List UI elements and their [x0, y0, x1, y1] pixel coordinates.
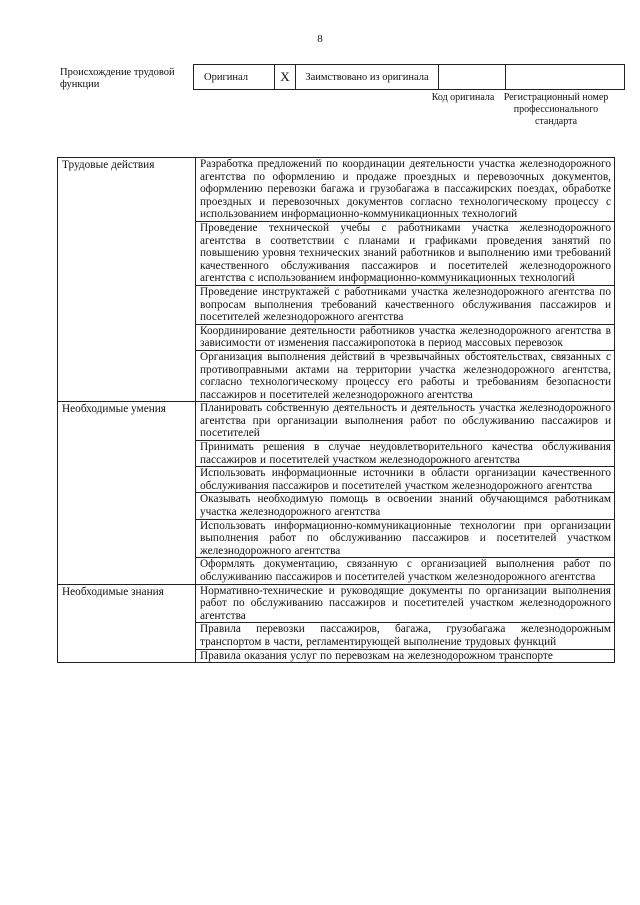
original-cell: Оригинал	[194, 65, 275, 90]
table-cell: Оказывать необходимую помощь в освоении знаний обучающимся работникам участка железнодорожного агентства	[196, 493, 615, 519]
reg-number-caption: Регистрационный номер профессионального стандарта	[503, 92, 609, 127]
section-heading: Необходимые умения	[58, 402, 196, 584]
table-cell: Организация выполнения действий в чрезвычайных обстоятельствах, связанных с противоправными актами на территории участка железнодорожного агентства, согласно технологическому процессу его работы и требованиям безопасности пассажиров и посетителей железнодорожного агентства	[196, 350, 615, 401]
table-row	[58, 402, 615, 441]
table-cell: Планировать собственную деятельность и деятельность участка железнодорожного агентства при организации выполнения работ по обслуживанию пассажиров и посетителей	[196, 402, 615, 441]
table-cell: Использовать информационные источники в области организации качественного обслуживания пассажиров и посетителей участком железнодорожного агентства	[196, 467, 615, 493]
table-cell: Проведение технической учебы с работниками участка железнодорожного агентства в соответствии с планами и графиками проведения занятий по повышению уровня технических знаний работников и выполнению ими требований качественного обслуживания пассажиров и посетителей железнодорожного агентства с использованием информационно-коммуникационных технологий	[196, 221, 615, 285]
table-cell: Нормативно-технические и руководящие документы по организации выполнения работ по обслуживанию пассажиров и посетителей участком железнодорожного агентства	[196, 584, 615, 623]
table-cell: Проведение инструктажей с работниками участка железнодорожного агентства по вопросам выполнения требований качественного обслуживания пассажиров и посетителей железнодорожного агентства	[196, 285, 615, 324]
function-table	[57, 157, 615, 663]
table-cell: Разработка предложений по координации деятельности участка железнодорожного агентства по оформлению и продаже проездных и перевозочных документов, оформлению перевозки багажа и грузобагажа в пассажирских поездах, обработке проездных и перевозочных документов согласно технологическому процессу с использованием информационно-коммуникационных технологий	[196, 158, 615, 222]
borrowed-cell: Заимствовано из оригинала	[296, 65, 439, 90]
table-cell: Принимать решения в случае неудовлетворительного качества обслуживания пассажиров и посетителей участком железнодорожного агентства	[196, 441, 615, 467]
section-heading: Необходимые знания	[58, 584, 196, 663]
table-cell: Оформлять документацию, связанную с организацией выполнения работ по обслуживанию пассажиров и посетителей участком железнодорожного агентства	[196, 558, 615, 584]
table-cell: Использовать информационно-коммуникационные технологии при организации выполнения работ по обслуживанию пассажиров и посетителей участком железнодорожного агентства	[196, 519, 615, 558]
code-cell	[439, 65, 506, 90]
table-row	[58, 584, 615, 623]
table-cell: Координирование деятельности работников участка железнодорожного агентства в зависимости от изменения пассажиропотока в период массовых перевозок	[196, 324, 615, 350]
origin-label: Происхождение трудовой функции	[60, 67, 175, 90]
origin-table	[193, 64, 625, 90]
original-mark: X	[275, 65, 296, 90]
code-caption: Код оригинала	[431, 92, 495, 103]
section-heading: Трудовые действия	[58, 158, 196, 402]
table-cell: Правила перевозки пассажиров, багажа, грузобагажа железнодорожным транспортом в части, регламентирующей выполнение трудовых функций	[196, 623, 615, 649]
table-cell: Правила оказания услуг по перевозкам на железнодорожном транспорте	[196, 649, 615, 663]
page-number: 8	[317, 33, 323, 45]
reg-number-cell	[506, 65, 625, 90]
table-row	[58, 158, 615, 222]
